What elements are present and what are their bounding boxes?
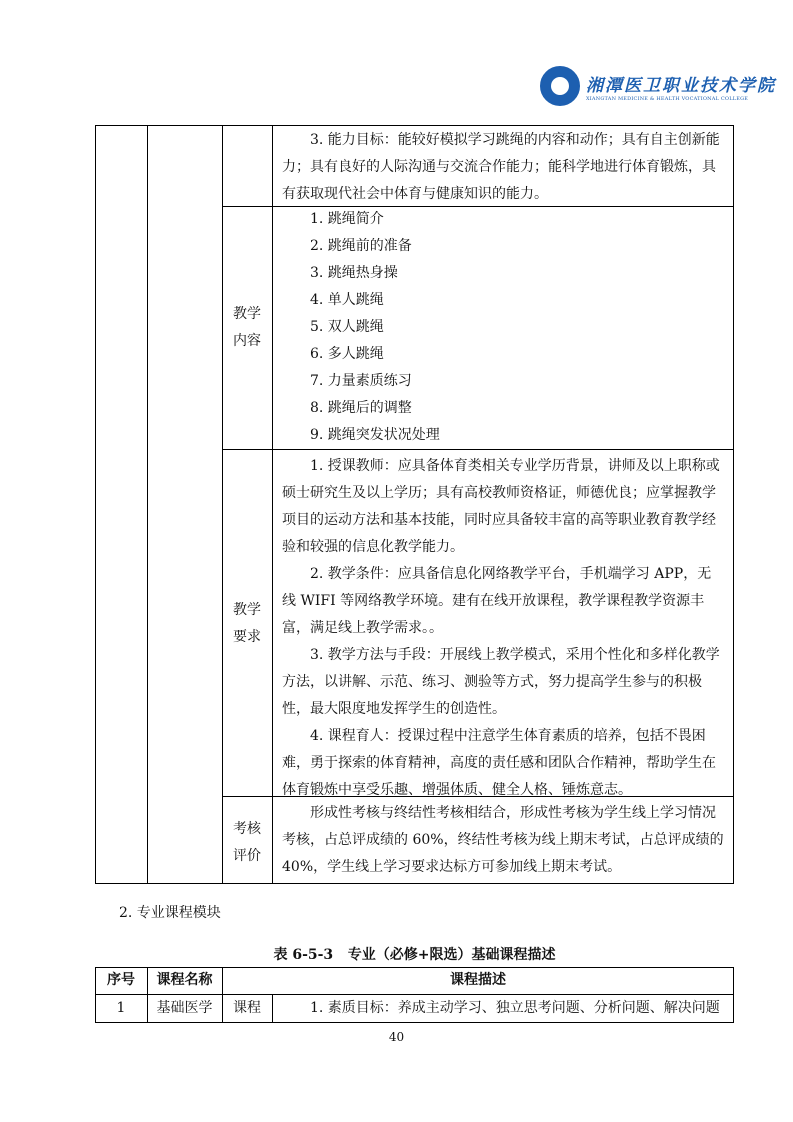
- requirement-item: 2. 教学条件：应具备信息化网络教学平台，手机端学习 APP，无线 WIFI 等网络教学环境。建有在线开放课程，教学课程教学资源丰富，满足线上教学需求。。: [282, 566, 712, 636]
- list-item: 6. 多人跳绳: [310, 346, 384, 362]
- content-list: [272, 206, 722, 449]
- list-item: 8. 跳绳后的调整: [310, 400, 412, 416]
- requirements-text: [282, 453, 724, 804]
- list-item: 4. 单人跳绳: [310, 292, 384, 308]
- header-course-name: 课程名称: [156, 972, 213, 988]
- header-index: 序号: [107, 972, 135, 988]
- header-description: 课程描述: [450, 972, 506, 988]
- requirement-item: 4. 课程育人：授课过程中注意学生体育素质的培养，包括不畏困难，勇于探索的体育精神，高度的责任感和团队合作精神，帮助学生在体育锻炼中享受乐趣、增强体质、健全人格、锤炼意志。: [282, 728, 716, 798]
- list-item: 5. 双人跳绳: [310, 319, 384, 335]
- list-item: 2. 跳绳前的准备: [310, 238, 412, 254]
- list-item: 9. 跳绳突发状况处理: [310, 427, 440, 443]
- evaluation-text: 形成性考核与终结性考核相结合，形成性考核为学生线上学习情况考核，占总评成绩的 60%，终结性考核为线上期末考试，占总评成绩的 40%，学生线上学习要求达标方可参加线上期末考试。: [282, 805, 724, 875]
- row-label: 课程: [233, 1000, 261, 1016]
- row-course-name: 基础医学: [156, 1000, 213, 1016]
- logo-english-name: XIANGTAN MEDICINE & HEALTH VOCATIONAL COLLEGE: [586, 95, 749, 102]
- logo-chinese-name: 湘潭医卫职业技术学院: [586, 75, 776, 96]
- content-label: 教学 内容: [233, 306, 261, 349]
- requirements-label: 教学 要求: [233, 602, 261, 645]
- row-index: 1: [116, 1000, 126, 1016]
- section-title: 2. 专业课程模块: [119, 905, 221, 921]
- table-caption: 表 6-5-3 专业（必修+限选）基础课程描述: [273, 947, 556, 963]
- list-item: 1. 跳绳简介: [310, 211, 384, 227]
- college-logo: [540, 66, 776, 106]
- list-item: 3. 跳绳热身操: [310, 265, 398, 281]
- requirement-item: 3. 教学方法与手段：开展线上教学模式，采用个性化和多样化教学方法，以讲解、示范、练习、测验等方式，努力提高学生参与的积极性，最大限度地发挥学生的创造性。: [282, 647, 720, 717]
- evaluation-label: 考核 评价: [233, 821, 261, 864]
- row-description: 1. 素质目标：养成主动学习、独立思考问题、分析问题、解决问题: [310, 1000, 720, 1016]
- ability-goal: 3. 能力目标：能较好模拟学习跳绳的内容和动作；具有自主创新能力；具有良好的人际沟通与交流合作能力；能科学地进行体育锻炼，具有获取现代社会中体育与健康知识的能力。: [282, 132, 720, 202]
- list-item: 7. 力量素质练习: [310, 373, 412, 389]
- requirement-item: 1. 授课教师：应具备体育类相关专业学历背景，讲师及以上职称或硕士研究生及以上学历；具有高校教师资格证，师德优良；应掌握教学项目的运动方法和基本技能，同时应具备较丰富的高等职业教育教学经验和较强的信息化教学能力。: [282, 458, 720, 555]
- page-number: 40: [388, 1030, 405, 1044]
- college-seal-icon: [540, 66, 580, 106]
